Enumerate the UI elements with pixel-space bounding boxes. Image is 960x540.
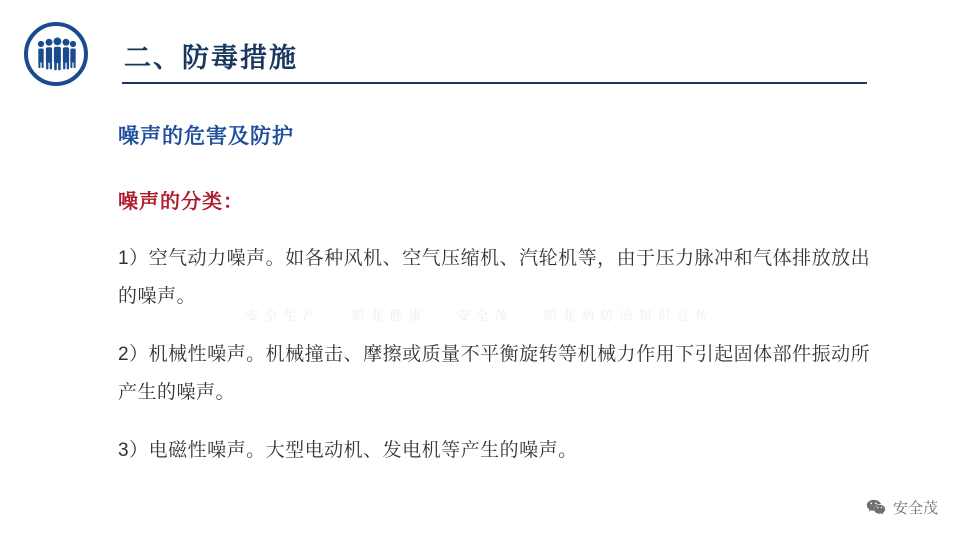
body-paragraph-1: 1）空气动力噪声。如各种风机、空气压缩机、汽轮机等，由于压力脉冲和气体排放放出的噪声。	[118, 248, 871, 307]
body-paragraph-2: 2）机械性噪声。机械撞击、摩擦或质量不平衡旋转等机械力作用下引起固体部件振动所产生的噪声。	[118, 344, 871, 403]
page-title: 二、防毒措施	[124, 43, 298, 73]
slide-header	[0, 0, 960, 100]
footer-account	[866, 497, 938, 518]
wechat-icon	[866, 499, 886, 517]
watermark-text: 安全生产 · 职业健康 · 安全茂 · 职业病防治知识宣传	[245, 308, 715, 323]
people-group-icon	[24, 22, 88, 86]
header-divider	[122, 82, 867, 84]
footer-account-name: 安全茂	[892, 500, 938, 517]
subsection-title: 噪声的分类：	[118, 191, 244, 213]
section-title: 噪声的危害及防护	[118, 125, 294, 148]
body-paragraph-3: 3）电磁性噪声。大型电动机、发电机等产生的噪声。	[118, 440, 578, 461]
